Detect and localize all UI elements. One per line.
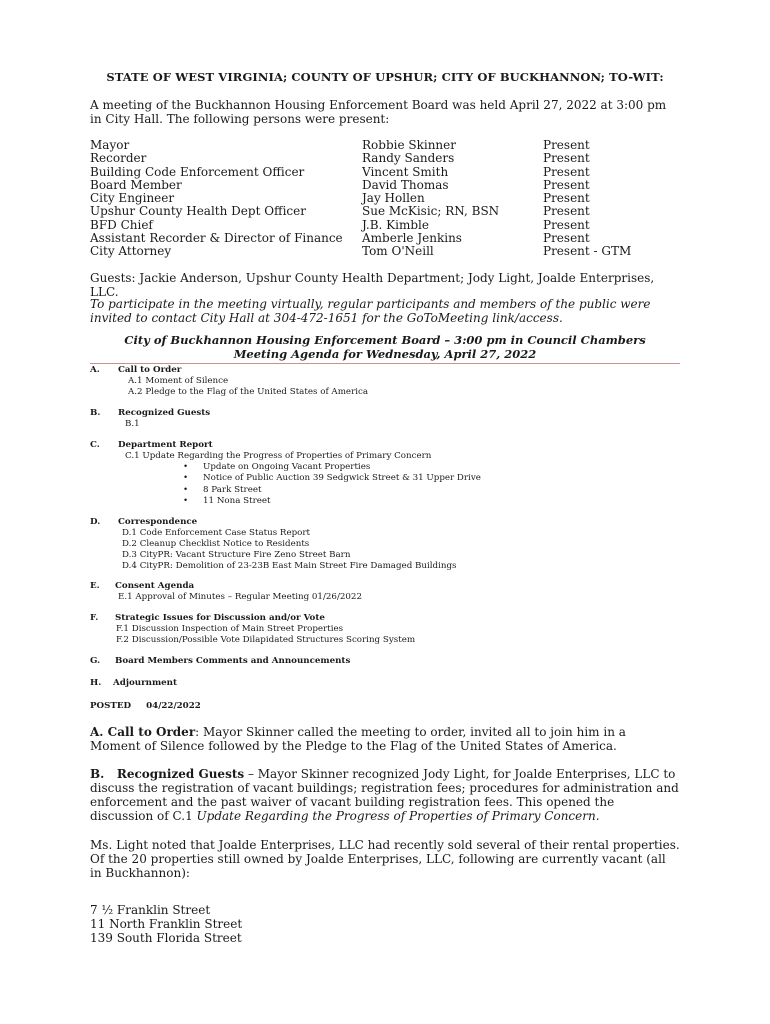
section-b-text: – Mayor Skinner recognized Jody Light, for Joalde Enterprises, LLC to discuss the registration of vacant buildings; registration fees; procedures for administration and enforcement and the past waiver of vacant building registration fees. This opened the discussion of C.1 [90,767,679,823]
agenda-item-e1: E.1 Approval of Minutes – Regular Meeting 01/26/2022 [118,592,362,602]
section-a-paragraph [90,725,680,753]
attendee-status: Present [543,177,590,192]
attendee-role: BFD Chief [90,217,153,232]
bullet-text: Update on Ongoing Vacant Properties [203,462,371,472]
attendee-name: Randy Sanders [362,151,455,166]
section-b-italic-text: Update Regarding the Progress of Properties of Primary Concern. [196,809,600,823]
attendee-role: Assistant Recorder & Director of Finance [90,231,343,246]
bullet-text: 8 Park Street [203,485,262,495]
section-title: Adjournment [113,678,178,688]
attendee-status: Present [543,191,590,206]
agenda-title-line-2: Meeting Agenda for Wednesday, April 27, 2022 [233,347,537,361]
section-a-heading: A. Call to Order [90,725,196,739]
section-title: Strategic Issues for Discussion and/or Vote [115,613,325,623]
bullet-text: 11 Nona Street [203,496,271,506]
attendee-role: City Attorney [90,244,172,259]
attendee-status: Present [543,231,590,246]
agenda-item-d4: D.4 CityPR: Demolition of 23-23B East Main Street Fire Damaged Buildings [122,561,457,571]
bullet-icon: • [183,473,189,483]
section-letter: G. [90,656,101,666]
section-letter: E. [90,581,100,591]
agenda-item-f1: F.1 Discussion Inspection of Main Street Properties [116,624,344,634]
agenda-item-d1: D.1 Code Enforcement Case Status Report [122,528,311,538]
section-a-text: : Mayor Skinner called the meeting to order, invited all to join him in a Moment of Silence followed by the Pledge to the Flag of the United States of America. [90,725,626,753]
section-title: Call to Order [118,365,182,375]
section-title: Consent Agenda [115,581,195,591]
vacant-address-list [90,903,242,945]
attendee-role: Recorder [90,151,147,166]
attendee-status: Present [543,204,590,219]
bullet-text: Notice of Public Auction 39 Sedgwick Street & 31 Upper Drive [203,473,481,483]
agenda-divider [90,363,680,364]
section-title: Recognized Guests [118,408,211,418]
address-item: 7 ½ Franklin Street [90,903,211,917]
section-letter: F. [90,613,99,623]
agenda-item-b1: B.1 [125,419,140,429]
virtual-participation-note: To participate in the meeting virtually, regular participants and members of the public were invited to contact City Hall at 304-472-1651 for the GoToMeeting link/access. [90,297,651,325]
bullet-icon: • [183,485,189,495]
agenda-title-line-1: City of Buckhannon Housing Enforcement Board – 3:00 pm in Council Chambers [124,333,646,347]
section-title: Correspondence [118,517,198,527]
section-letter: B. [90,408,101,418]
section-letter: H. [90,678,102,688]
attendee-status: Present - GTM [543,244,632,259]
section-letter: D. [90,517,101,527]
address-item: 11 North Franklin Street [90,917,243,931]
section-b-paragraph [90,767,680,823]
document-heading: STATE OF WEST VIRGINIA; COUNTY OF UPSHUR; CITY OF BUCKHANNON; TO-WIT: [106,70,664,84]
section-letter: A. [90,365,100,375]
attendee-name: J.B. Kimble [362,217,429,232]
attendee-role: Board Member [90,177,182,192]
agenda-item-f2: F.2 Discussion/Possible Vote Dilapidated Structures Scoring System [116,635,416,645]
address-item: 139 South Florida Street [90,931,242,945]
attendee-name: Amberle Jenkins [362,231,462,246]
agenda-title [90,333,680,361]
intro-paragraph: A meeting of the Buckhannon Housing Enforcement Board was held April 27, 2022 at 3:00 pm in City Hall. The following persons were present: [90,98,667,126]
section-letter: C. [90,440,100,450]
agenda-item-d3: D.3 CityPR: Vacant Structure Fire Zeno Street Barn [122,550,351,560]
attendee-role: City Engineer [90,191,175,206]
agenda-item-d2: D.2 Cleanup Checklist Notice to Residents [122,539,310,549]
attendee-role: Mayor [90,138,130,152]
attendee-status: Present [543,164,590,179]
attendee-name: Jay Hollen [362,191,425,206]
attendee-name: Sue McKisic; RN, BSN [362,204,500,219]
attendee-name: Tom O'Neill [362,244,434,259]
bullet-icon: • [183,496,189,506]
attendee-name: Vincent Smith [362,164,449,179]
section-b-heading: B. Recognized Guests [90,767,245,781]
attendee-status: Present [543,138,590,152]
agenda-item-a1: A.1 Moment of Silence [128,376,229,386]
agenda-item-a2: A.2 Pledge to the Flag of the United States of America [128,387,369,397]
attendee-role: Building Code Enforcement Officer [90,164,305,179]
attendee-name: Robbie Skinner [362,138,457,152]
attendee-status: Present [543,217,590,232]
attendee-name: David Thomas [362,177,449,192]
agenda-item-c1: C.1 Update Regarding the Progress of Properties of Primary Concern [125,451,432,461]
guests-line: Guests: Jackie Anderson, Upshur County Health Department; Jody Light, Joalde Enterprises, LLC. [90,271,655,299]
attendee-role: Upshur County Health Dept Officer [90,204,306,219]
posted-date: POSTED 04/22/2022 [90,701,201,711]
light-paragraph: Ms. Light noted that Joalde Enterprises, LLC had recently sold several of their rental properties. Of the 20 properties still owned by Joalde Enterprises, LLC, following are currently vacant (all in Buckhannon): [90,838,680,880]
section-title: Department Report [118,440,213,450]
attendee-status: Present [543,151,590,166]
bullet-icon: • [183,462,189,472]
section-title: Board Members Comments and Announcements [115,656,351,666]
